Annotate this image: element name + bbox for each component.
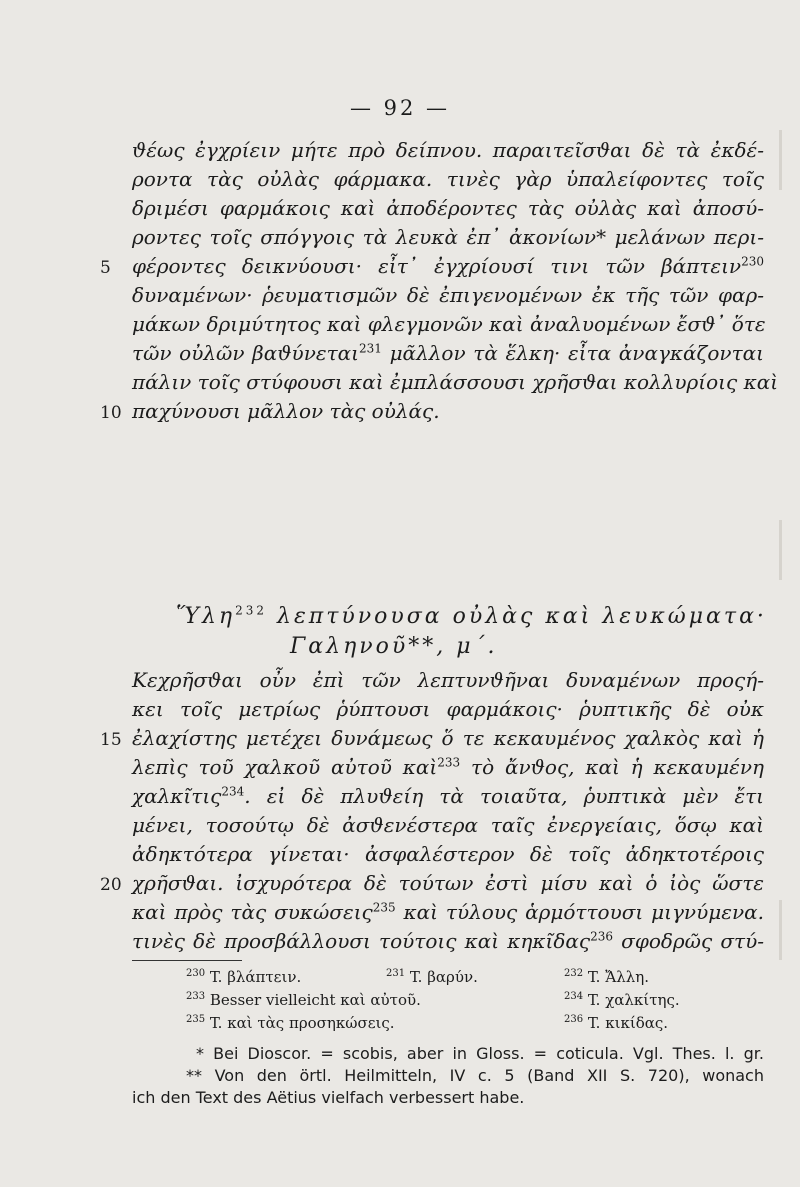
text-line: ἀδηκτότερα γίνεται· ἀσφαλέστερον δὲ τοῖς ἀδηκτοτέροις xyxy=(132,842,764,866)
section-subtitle: Γαληνοῦ**, μ΄. xyxy=(290,634,498,659)
footnote: $^{236}$ T. κικίδας. xyxy=(564,1014,669,1032)
text-line: πάλιν τοῖς στύφουσι καὶ ἐμπλάσσουσι χρῆσϑαι κολλυρίοις καὶ xyxy=(132,370,779,394)
footnote: $^{233}$ Besser vielleicht καὶ αὐτοῦ. xyxy=(186,991,421,1009)
text-line: ἐλαχίστης μετέχει δυνάμεως ὅ τε κεκαυμένος χαλκὸς καὶ ἡ xyxy=(132,726,764,750)
text-line: τῶν οὐλῶν βαϑύνεται$^{231}$ μᾶλλον τὰ ἕλκη· εἶτα ἀναγκάζονται xyxy=(132,341,764,365)
page-edge-shadow xyxy=(779,520,782,580)
text-line: φέροντες δεικνύουσι· εἶτ᾽ ἐγχρίουσί τινι τῶν βάπτειν$^{230}$ xyxy=(132,254,764,278)
text-line: χαλκῖτις$^{234}$. εἰ δὲ πλυϑείη τὰ τοιαῦτα, ῥυπτικὰ μὲν ἔτι xyxy=(132,784,764,808)
footnote: $^{235}$ T. καὶ τὰς προσηκώσεις. xyxy=(186,1014,395,1032)
author-note: * Bei Dioscor. = scobis, aber in Gloss. = coticula. Vgl. Thes. l. gr. xyxy=(196,1044,764,1063)
footnote-ref: 236 xyxy=(590,929,613,944)
author-note: ** Von den örtl. Heilmitteln, IV c. 5 (Band XII S. 720), wonach xyxy=(186,1066,764,1085)
footnote-ref: 230 xyxy=(741,254,764,269)
footnote-ref: 234 xyxy=(221,784,245,799)
text-line: δριμέσι φαρμάκοις καὶ ἀποδέροντες τὰς οὐλὰς καὶ ἀποσύ- xyxy=(132,196,764,220)
page-edge-shadow xyxy=(779,900,782,960)
line-number: 10 xyxy=(100,403,122,423)
line-number: 5 xyxy=(100,258,111,278)
text-line: Κεχρῆσϑαι οὖν ἐπὶ τῶν λεπτυνϑῆναι δυναμένων προςή- xyxy=(132,668,764,692)
text-line: χρῆσϑαι. ἰσχυρότερα δὲ τούτων ἐστὶ μίσυ καὶ ὁ ἰὸς ὥστε xyxy=(132,871,764,895)
section-title: Ὕλη$^{232}$ λεπτύνουσα οὐλὰς καὶ λευκώματα· xyxy=(176,603,767,629)
text-line: δυναμένων· ῥευματισμῶν δὲ ἐπιγενομένων ἐκ τῆς τῶν φαρ- xyxy=(132,283,764,307)
text-line: μάκων δριμύτητος καὶ φλεγμονῶν καὶ ἀναλυομένων ἔσϑ᾽ ὅτε xyxy=(132,312,766,336)
text-line: λεπὶς τοῦ χαλκοῦ αὐτοῦ καὶ$^{233}$ τὸ ἄνϑος, καὶ ἡ κεκαυμένη xyxy=(132,755,765,779)
text-line: ροντα τὰς οὐλὰς φάρμακα. τινὲς γὰρ ὑπαλείφοντες τοῖς xyxy=(132,167,764,191)
text-line: κει τοῖς μετρίως ῥύπτουσι φαρμάκοις· ῥυπτικῆς δὲ οὐκ xyxy=(132,697,764,721)
author-note: ich den Text des Aëtius vielfach verbessert habe. xyxy=(132,1088,525,1107)
line-number: 20 xyxy=(100,875,122,895)
text-line: τινὲς δὲ προσβάλλουσι τούτοις καὶ κηκῖδας$^{236}$ σφοδρῶς στύ- xyxy=(132,929,764,953)
line-number: 15 xyxy=(100,730,122,750)
footnote-ref: 231 xyxy=(359,341,382,356)
footnote-ref: 235 xyxy=(372,900,396,915)
page-number: — 92 — xyxy=(349,96,451,120)
footnote-rule xyxy=(132,960,242,961)
footnote: $^{232}$ T. Ἄλλη. xyxy=(564,968,649,986)
footnote: $^{234}$ T. χαλκίτης. xyxy=(564,991,680,1009)
footnote: $^{231}$ T. βαρύν. xyxy=(386,968,478,986)
text-line: παχύνουσι μᾶλλον τὰς οὐλάς. xyxy=(132,399,440,423)
text-line: ροντες τοῖς σπόγγοις τὰ λευκὰ ἐπ᾽ ἀκονίων* μελάνων περι- xyxy=(132,225,764,249)
text-line: ϑέως ἐγχρίειν μήτε πρὸ δείπνου. παραιτεῖσϑαι δὲ τὰ ἐκδέ- xyxy=(132,138,764,162)
text-line: καὶ πρὸς τὰς συκώσεις$^{235}$ καὶ τύλους ἁρμόττουσι μιγνύμενα. xyxy=(132,900,764,924)
text-line: μένει, τοσούτῳ δὲ ἀσϑενέστερα ταῖς ἐνεργείαις, ὅσῳ καὶ xyxy=(132,813,764,837)
page-edge-shadow xyxy=(779,130,782,190)
footnote-ref: 233 xyxy=(437,755,461,770)
footnote: $^{230}$ T. βλάπτειν. xyxy=(186,968,302,986)
